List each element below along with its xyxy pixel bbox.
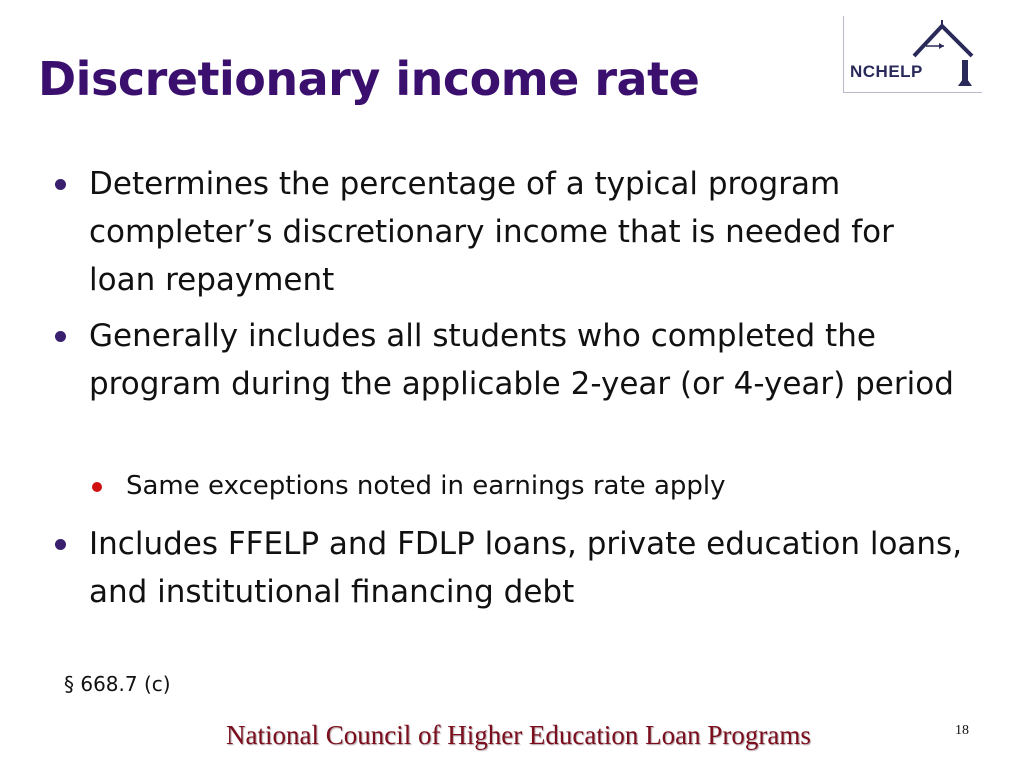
sub-bullet-text: Same exceptions noted in earnings rate apply [126, 471, 726, 501]
bullet-dot-icon [55, 179, 66, 190]
bullet-text: Determines the percentage of a typical program completer’s discretionary income that is needed for loan repayment [89, 166, 894, 298]
sub-bullet-dot-icon [92, 482, 102, 492]
page-number: 18 [955, 723, 969, 738]
bullet-text: Includes FFELP and FDLP loans, private education loans, and institutional financing debt [89, 526, 963, 610]
nchelp-logo [843, 16, 982, 93]
bullet-dot-icon [55, 331, 66, 342]
bullet-dot-icon [55, 539, 66, 550]
bullet-text: Generally includes all students who completed the program during the applicable 2-year (or 4-year) period [89, 318, 954, 402]
footer-organization-name: National Council of Higher Education Loan Programs [226, 720, 811, 750]
logo-text: NCHELP [850, 62, 923, 81]
citation: § 668.7 (c) [64, 672, 171, 696]
slide-title: Discretionary income rate [38, 52, 700, 106]
